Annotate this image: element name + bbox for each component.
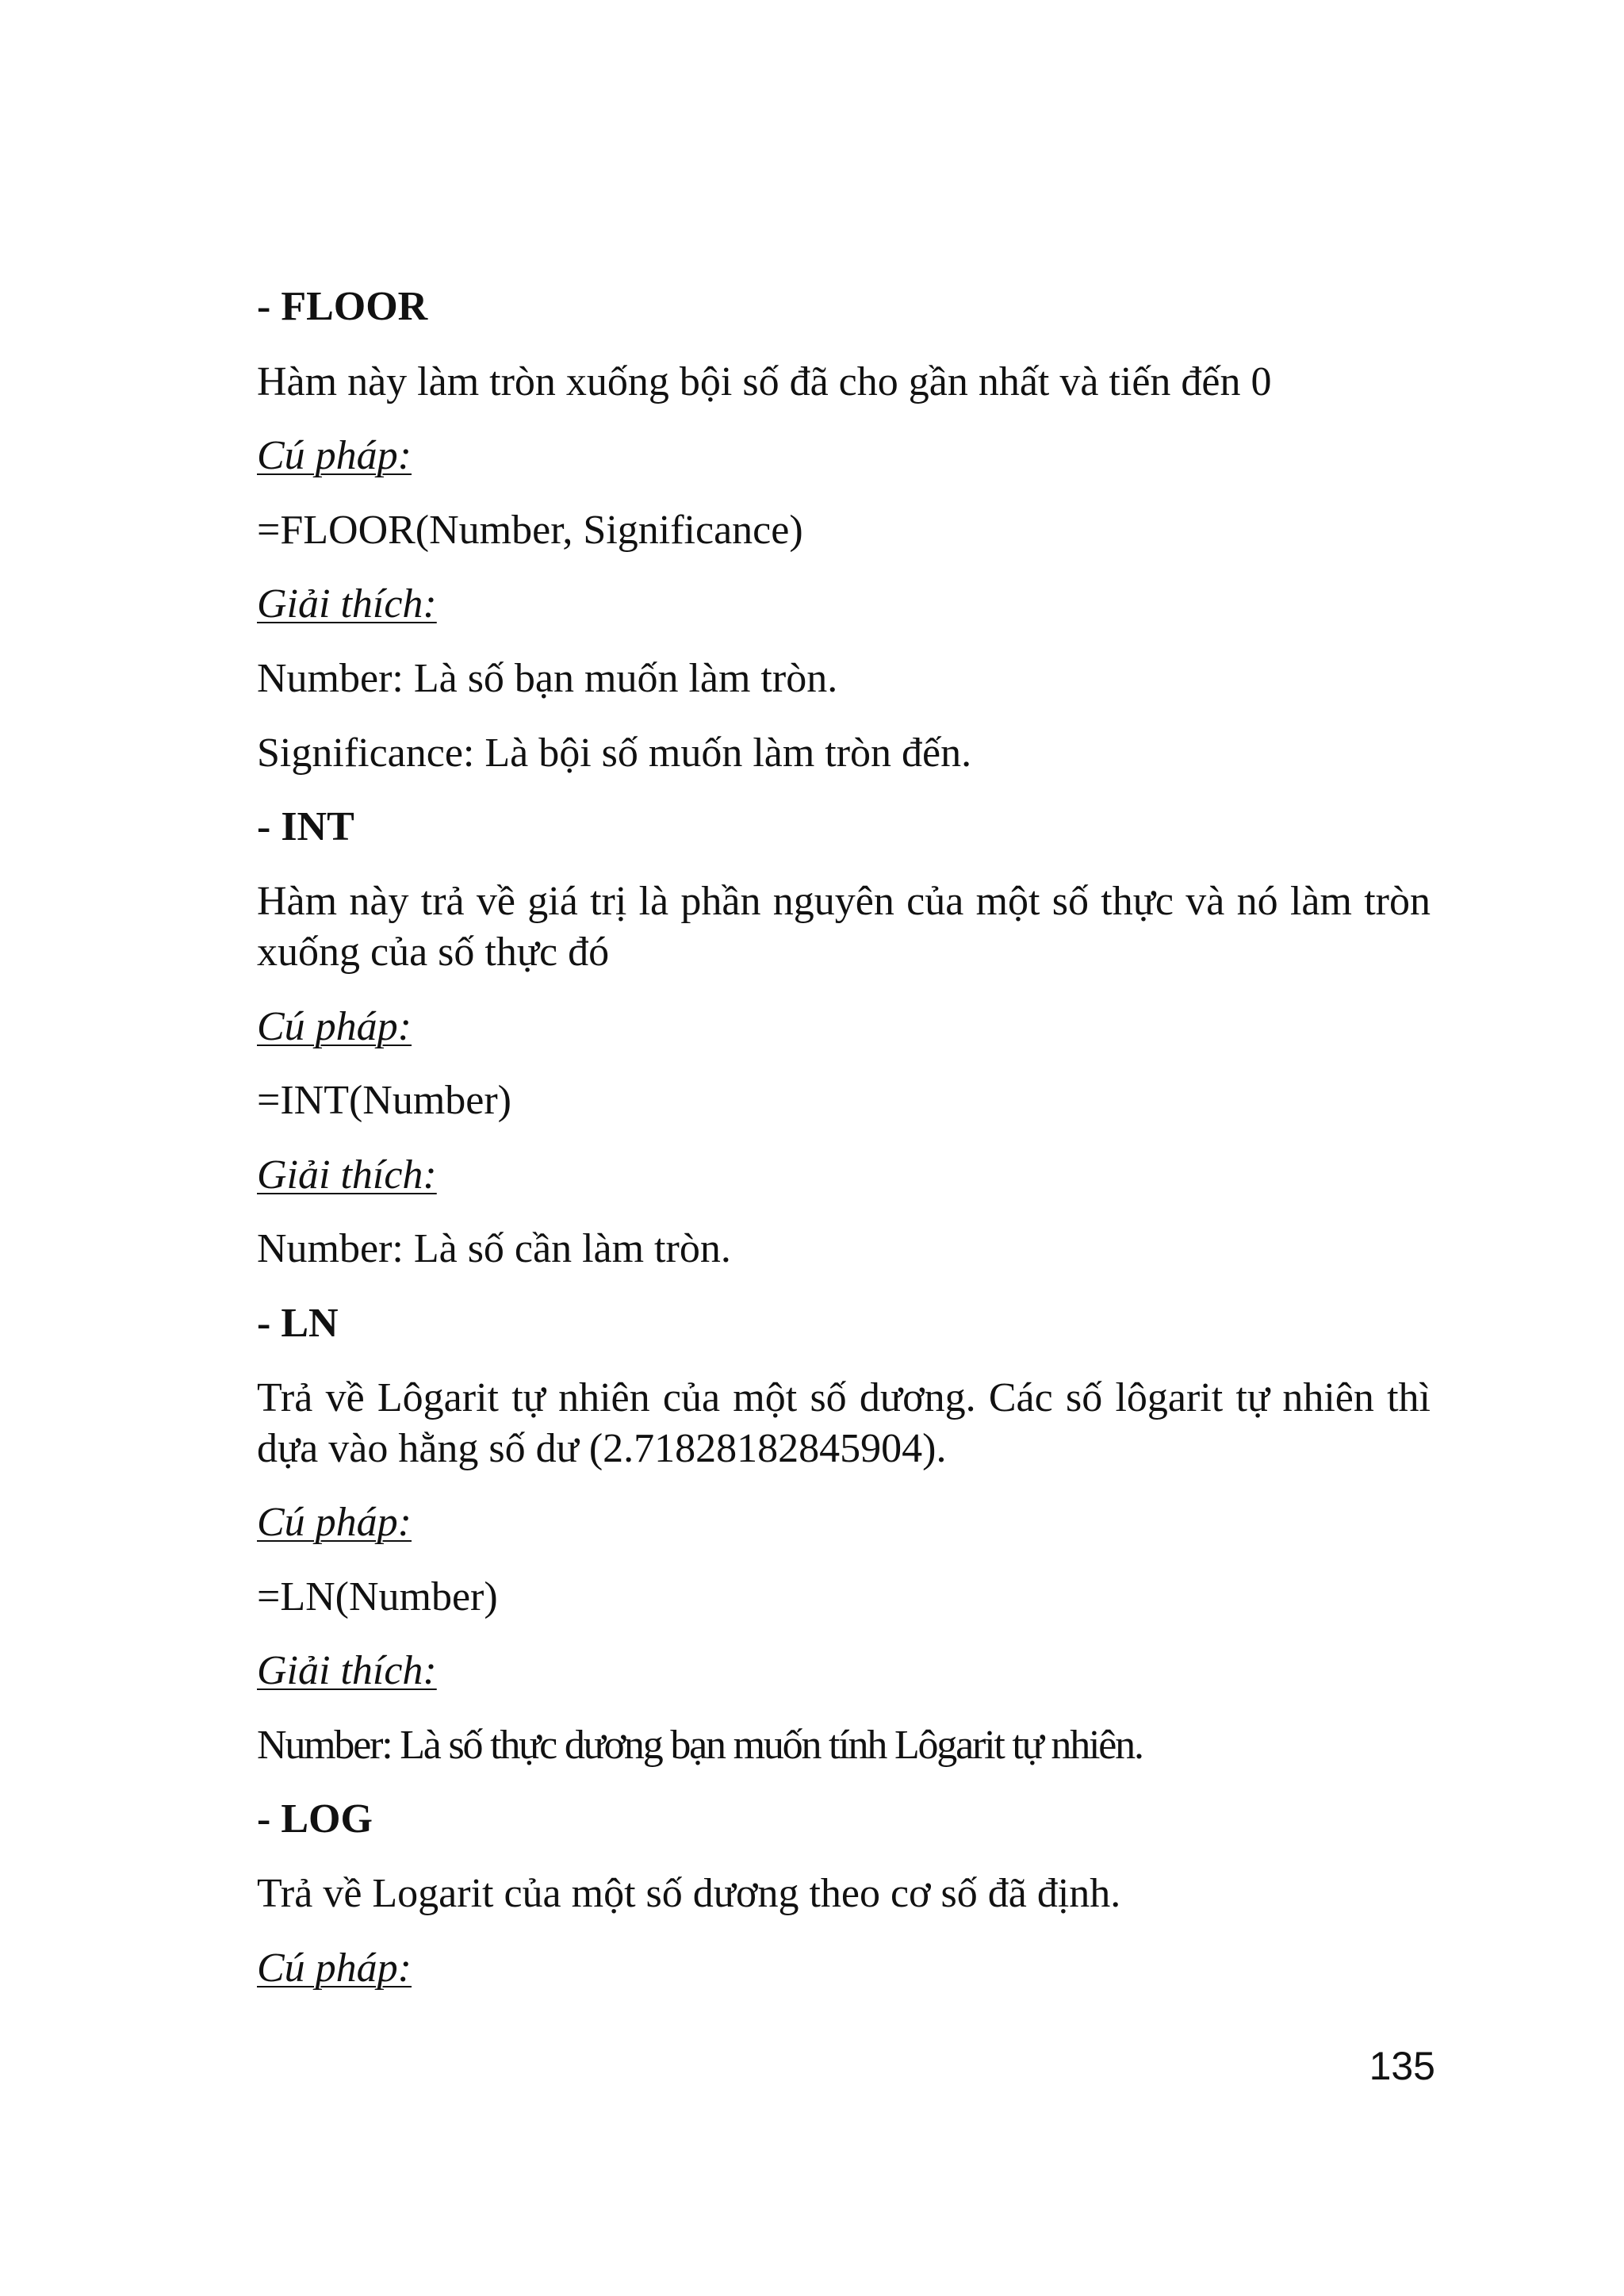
param-number-ln: Number: Là số thực dương bạn muốn tính Lôgarit tự nhiên. [257, 1723, 1143, 1768]
syntax-label-log: Cú pháp: [257, 1945, 412, 1991]
section-description-log: Trả về Logarit của một số dương theo cơ số đã định. [257, 1871, 1121, 1916]
section-description-ln: Trả về Lôgarit tự nhiên của một số dương. Các số lôgarit tự nhiên thì dựa vào hằng số dư (2.71828182845904). [257, 1375, 1431, 1471]
syntax-label-floor: Cú pháp: [257, 433, 412, 478]
explain-label-ln: Giải thích: [257, 1648, 437, 1693]
syntax-formula-int: =INT(Number) [257, 1078, 511, 1123]
syntax-formula-floor: =FLOOR(Number, Significance) [257, 508, 803, 553]
section-heading-floor: - FLOOR [257, 284, 428, 329]
param-number-int: Number: Là số cần làm tròn. [257, 1226, 731, 1271]
syntax-label-int: Cú pháp: [257, 1004, 412, 1049]
param-significance-floor: Significance: Là bội số muốn làm tròn đến. [257, 730, 972, 776]
section-heading-ln: - LN [257, 1301, 339, 1346]
page-number: 135 [1369, 2044, 1435, 2088]
section-heading-int: - INT [257, 804, 354, 849]
syntax-formula-ln: =LN(Number) [257, 1574, 498, 1619]
section-heading-log: - LOG [257, 1796, 373, 1842]
explain-label-int: Giải thích: [257, 1152, 437, 1198]
syntax-label-ln: Cú pháp: [257, 1500, 412, 1545]
explain-label-floor: Giải thích: [257, 581, 437, 627]
section-description-int: Hàm này trả về giá trị là phần nguyên của một số thực và nó làm tròn xuống của số thực đó [257, 879, 1431, 975]
param-number-floor: Number: Là số bạn muốn làm tròn. [257, 656, 838, 701]
section-description-floor: Hàm này làm tròn xuống bội số đã cho gần nhất và tiến đến 0 [257, 359, 1272, 404]
